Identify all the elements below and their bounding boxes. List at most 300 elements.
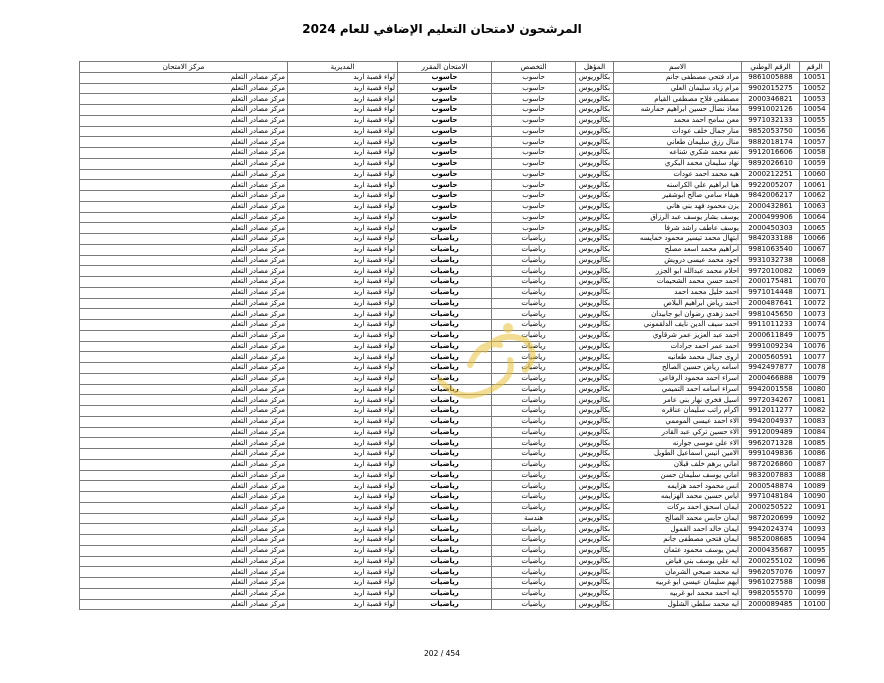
cell-name: ايهم سليمان عيسى ابو غربيه (614, 578, 742, 589)
table-row (80, 373, 830, 384)
cell-name: اسيل فخري نهار بني عامر (614, 395, 742, 406)
cell-name: اسراء احمد محمود الرفاعي (614, 373, 742, 384)
cell-name: احمد حسن محمد الشحيمات (614, 277, 742, 288)
cell-center: مركز مصادر التعلم (80, 191, 288, 202)
cell-directorate: لواء قصبة اربد (288, 158, 398, 169)
cell-num: 10052 (800, 83, 830, 94)
header-specialty: التخصص (492, 62, 576, 73)
cell-exam: رياضيات (398, 535, 492, 546)
cell-directorate: لواء قصبة اربد (288, 416, 398, 427)
cell-center: مركز مصادر التعلم (80, 330, 288, 341)
cell-national-id: 9972034267 (742, 395, 800, 406)
cell-specialty: رياضيات (492, 277, 576, 288)
cell-center: مركز مصادر التعلم (80, 384, 288, 395)
table-row (80, 427, 830, 438)
cell-center: مركز مصادر التعلم (80, 535, 288, 546)
cell-center: مركز مصادر التعلم (80, 234, 288, 245)
cell-qualification: بكالوريوس (576, 373, 614, 384)
cell-specialty: رياضيات (492, 524, 576, 535)
cell-qualification: بكالوريوس (576, 395, 614, 406)
cell-qualification: بكالوريوس (576, 83, 614, 94)
cell-exam: رياضيات (398, 298, 492, 309)
cell-national-id: 2000487641 (742, 298, 800, 309)
cell-name: ايمن يوسف محمود عثمان (614, 545, 742, 556)
cell-num: 10053 (800, 94, 830, 105)
cell-directorate: لواء قصبة اربد (288, 234, 398, 245)
cell-qualification: بكالوريوس (576, 363, 614, 374)
table-row (80, 244, 830, 255)
cell-exam: رياضيات (398, 492, 492, 503)
cell-num: 10076 (800, 341, 830, 352)
cell-national-id: 9911011233 (742, 320, 800, 331)
cell-num: 10068 (800, 255, 830, 266)
cell-national-id: 9872020699 (742, 513, 800, 524)
cell-specialty: رياضيات (492, 363, 576, 374)
cell-name: منار جمال خلف عودات (614, 126, 742, 137)
cell-directorate: لواء قصبة اربد (288, 341, 398, 352)
table-row (80, 492, 830, 503)
cell-national-id: 9861005888 (742, 72, 800, 83)
cell-national-id: 2000255102 (742, 556, 800, 567)
cell-exam: رياضيات (398, 373, 492, 384)
cell-national-id: 9991002126 (742, 105, 800, 116)
cell-national-id: 9991009234 (742, 341, 800, 352)
cell-num: 10098 (800, 578, 830, 589)
table-row (80, 556, 830, 567)
cell-qualification: بكالوريوس (576, 438, 614, 449)
cell-num: 10099 (800, 588, 830, 599)
cell-center: مركز مصادر التعلم (80, 373, 288, 384)
cell-name: ايمان حابس محمد الصالح (614, 513, 742, 524)
cell-num: 10088 (800, 470, 830, 481)
cell-exam: رياضيات (398, 449, 492, 460)
cell-directorate: لواء قصبة اربد (288, 384, 398, 395)
cell-qualification: بكالوريوس (576, 513, 614, 524)
cell-name: ايه علي يوسف بني فياض (614, 556, 742, 567)
cell-name: ابتهال محمد تيسير محمود خمايسه (614, 234, 742, 245)
cell-num: 10073 (800, 309, 830, 320)
cell-num: 10080 (800, 384, 830, 395)
cell-qualification: بكالوريوس (576, 406, 614, 417)
cell-exam: رياضيات (398, 330, 492, 341)
cell-name: ايه محمد صبحي الشرمان (614, 567, 742, 578)
cell-specialty: حاسوب (492, 126, 576, 137)
cell-exam: رياضيات (398, 277, 492, 288)
cell-directorate: لواء قصبة اربد (288, 223, 398, 234)
cell-national-id: 9972010082 (742, 266, 800, 277)
table-row (80, 191, 830, 202)
header-qualification: المؤهل (576, 62, 614, 73)
cell-num: 10078 (800, 363, 830, 374)
cell-specialty: رياضيات (492, 287, 576, 298)
cell-specialty: رياضيات (492, 545, 576, 556)
cell-center: مركز مصادر التعلم (80, 298, 288, 309)
cell-qualification: بكالوريوس (576, 223, 614, 234)
cell-directorate: لواء قصبة اربد (288, 137, 398, 148)
cell-directorate: لواء قصبة اربد (288, 352, 398, 363)
cell-center: مركز مصادر التعلم (80, 599, 288, 610)
cell-num: 10090 (800, 492, 830, 503)
cell-name: الاء احمد عيسى الموممي (614, 416, 742, 427)
cell-center: مركز مصادر التعلم (80, 223, 288, 234)
cell-name: هيفاء سامي صالح ابوشقير (614, 191, 742, 202)
table-row (80, 94, 830, 105)
cell-specialty: رياضيات (492, 320, 576, 331)
cell-qualification: بكالوريوس (576, 599, 614, 610)
cell-exam: حاسوب (398, 223, 492, 234)
table-row (80, 255, 830, 266)
cell-name: منال رزق سليمان طعاني (614, 137, 742, 148)
table-row (80, 481, 830, 492)
cell-center: مركز مصادر التعلم (80, 363, 288, 374)
header-name: الاسم (614, 62, 742, 73)
cell-center: مركز مصادر التعلم (80, 94, 288, 105)
cell-directorate: لواء قصبة اربد (288, 320, 398, 331)
table-row (80, 545, 830, 556)
table-row (80, 266, 830, 277)
cell-qualification: بكالوريوس (576, 449, 614, 460)
cell-name: الاء علي موسى جوارنه (614, 438, 742, 449)
cell-num: 10063 (800, 201, 830, 212)
cell-num: 10097 (800, 567, 830, 578)
cell-national-id: 9931032738 (742, 255, 800, 266)
cell-specialty: رياضيات (492, 599, 576, 610)
cell-national-id: 9961027588 (742, 578, 800, 589)
table-row (80, 72, 830, 83)
cell-exam: حاسوب (398, 105, 492, 116)
cell-name: نغم محمد شكري شناعه (614, 148, 742, 159)
cell-center: مركز مصادر التعلم (80, 201, 288, 212)
table-row (80, 406, 830, 417)
cell-name: احمد رياض ابراهيم البلاص (614, 298, 742, 309)
cell-name: يوسف عاطف راشد شرفا (614, 223, 742, 234)
cell-directorate: لواء قصبة اربد (288, 427, 398, 438)
cell-qualification: بكالوريوس (576, 277, 614, 288)
cell-directorate: لواء قصبة اربد (288, 449, 398, 460)
cell-directorate: لواء قصبة اربد (288, 83, 398, 94)
cell-directorate: لواء قصبة اربد (288, 277, 398, 288)
cell-num: 10059 (800, 158, 830, 169)
cell-center: مركز مصادر التعلم (80, 148, 288, 159)
cell-specialty: حاسوب (492, 148, 576, 159)
cell-num: 10055 (800, 115, 830, 126)
cell-directorate: لواء قصبة اربد (288, 556, 398, 567)
cell-directorate: لواء قصبة اربد (288, 363, 398, 374)
table-row (80, 158, 830, 169)
cell-num: 10091 (800, 502, 830, 513)
cell-qualification: بكالوريوس (576, 94, 614, 105)
cell-directorate: لواء قصبة اربد (288, 255, 398, 266)
cell-specialty: رياضيات (492, 438, 576, 449)
cell-directorate: لواء قصبة اربد (288, 492, 398, 503)
cell-directorate: لواء قصبة اربد (288, 438, 398, 449)
cell-center: مركز مصادر التعلم (80, 341, 288, 352)
cell-name: احمد سيف الدين نايف الدلقموني (614, 320, 742, 331)
cell-exam: رياضيات (398, 513, 492, 524)
cell-qualification: بكالوريوس (576, 556, 614, 567)
cell-national-id: 9981045650 (742, 309, 800, 320)
cell-specialty: حاسوب (492, 158, 576, 169)
cell-name: اماني برهم خلف قبلان (614, 459, 742, 470)
cell-center: مركز مصادر التعلم (80, 524, 288, 535)
cell-exam: حاسوب (398, 115, 492, 126)
table-row (80, 438, 830, 449)
table-row (80, 395, 830, 406)
cell-name: مرام زياد سليمان العلي (614, 83, 742, 94)
candidates-table (79, 61, 830, 610)
table-row (80, 567, 830, 578)
cell-specialty: رياضيات (492, 416, 576, 427)
cell-exam: حاسوب (398, 126, 492, 137)
cell-num: 10067 (800, 244, 830, 255)
table-row (80, 234, 830, 245)
cell-num: 10100 (800, 599, 830, 610)
cell-directorate: لواء قصبة اربد (288, 406, 398, 417)
cell-name: معاذ نضال حسين ابراهيم حمارشه (614, 105, 742, 116)
cell-exam: رياضيات (398, 459, 492, 470)
cell-national-id: 9942024374 (742, 524, 800, 535)
cell-national-id: 9942004937 (742, 416, 800, 427)
cell-specialty: رياضيات (492, 567, 576, 578)
cell-exam: حاسوب (398, 158, 492, 169)
cell-specialty: رياضيات (492, 244, 576, 255)
cell-name: يوسف بشار يوسف عبد الرزاق (614, 212, 742, 223)
cell-exam: رياضيات (398, 341, 492, 352)
table-header-row (80, 62, 830, 73)
cell-name: يزن محمود فهد بني هاني (614, 201, 742, 212)
cell-name: هيا ابراهيم علي الكراسنه (614, 180, 742, 191)
cell-center: مركز مصادر التعلم (80, 105, 288, 116)
table-row (80, 599, 830, 610)
cell-center: مركز مصادر التعلم (80, 427, 288, 438)
cell-exam: حاسوب (398, 137, 492, 148)
cell-national-id: 2000499906 (742, 212, 800, 223)
cell-num: 10070 (800, 277, 830, 288)
cell-specialty: رياضيات (492, 395, 576, 406)
cell-name: اكرام راتب سليمان عناقره (614, 406, 742, 417)
cell-qualification: بكالوريوس (576, 126, 614, 137)
cell-national-id: 9982055570 (742, 588, 800, 599)
cell-specialty: رياضيات (492, 384, 576, 395)
cell-directorate: لواء قصبة اربد (288, 330, 398, 341)
table-row (80, 330, 830, 341)
cell-center: مركز مصادر التعلم (80, 481, 288, 492)
cell-exam: حاسوب (398, 169, 492, 180)
cell-exam: رياضيات (398, 255, 492, 266)
cell-name: هبه محمد احمد عودات (614, 169, 742, 180)
cell-center: مركز مصادر التعلم (80, 545, 288, 556)
page-title: المرشحون لامتحان التعليم الإضافي للعام 2024 (302, 22, 582, 36)
cell-national-id: 9902015275 (742, 83, 800, 94)
cell-specialty: رياضيات (492, 373, 576, 384)
table-row (80, 363, 830, 374)
cell-specialty: رياضيات (492, 492, 576, 503)
cell-qualification: بكالوريوس (576, 105, 614, 116)
table-row (80, 298, 830, 309)
cell-national-id: 9912011277 (742, 406, 800, 417)
table-row (80, 352, 830, 363)
cell-specialty: رياضيات (492, 330, 576, 341)
cell-directorate: لواء قصبة اربد (288, 599, 398, 610)
cell-qualification: بكالوريوس (576, 320, 614, 331)
cell-num: 10089 (800, 481, 830, 492)
cell-directorate: لواء قصبة اربد (288, 212, 398, 223)
cell-qualification: بكالوريوس (576, 255, 614, 266)
cell-directorate: لواء قصبة اربد (288, 588, 398, 599)
cell-national-id: 2000466888 (742, 373, 800, 384)
table-row (80, 459, 830, 470)
table-row (80, 83, 830, 94)
cell-specialty: حاسوب (492, 180, 576, 191)
table-row (80, 470, 830, 481)
cell-qualification: بكالوريوس (576, 545, 614, 556)
table-row (80, 513, 830, 524)
cell-directorate: لواء قصبة اربد (288, 481, 398, 492)
cell-specialty: حاسوب (492, 94, 576, 105)
cell-num: 10066 (800, 234, 830, 245)
cell-exam: رياضيات (398, 502, 492, 513)
cell-center: مركز مصادر التعلم (80, 255, 288, 266)
table-row (80, 524, 830, 535)
cell-center: مركز مصادر التعلم (80, 266, 288, 277)
cell-specialty: رياضيات (492, 578, 576, 589)
cell-name: اياس حسين محمد الهزايمه (614, 492, 742, 503)
cell-exam: رياضيات (398, 481, 492, 492)
cell-exam: حاسوب (398, 212, 492, 223)
cell-qualification: بكالوريوس (576, 234, 614, 245)
cell-directorate: لواء قصبة اربد (288, 287, 398, 298)
page-number: 202 / 454 (424, 649, 460, 658)
cell-national-id: 9971014448 (742, 287, 800, 298)
cell-national-id: 9872026860 (742, 459, 800, 470)
cell-specialty: هندسة (492, 513, 576, 524)
cell-center: مركز مصادر التعلم (80, 320, 288, 331)
cell-directorate: لواء قصبة اربد (288, 191, 398, 202)
cell-national-id: 9842033188 (742, 234, 800, 245)
cell-specialty: رياضيات (492, 459, 576, 470)
cell-national-id: 9962071328 (742, 438, 800, 449)
cell-qualification: بكالوريوس (576, 244, 614, 255)
cell-qualification: بكالوريوس (576, 416, 614, 427)
cell-qualification: بكالوريوس (576, 341, 614, 352)
cell-qualification: بكالوريوس (576, 148, 614, 159)
cell-qualification: بكالوريوس (576, 492, 614, 503)
cell-directorate: لواء قصبة اربد (288, 395, 398, 406)
cell-name: معن سامح احمد محمد (614, 115, 742, 126)
cell-center: مركز مصادر التعلم (80, 406, 288, 417)
table-row (80, 180, 830, 191)
cell-center: مركز مصادر التعلم (80, 72, 288, 83)
cell-num: 10065 (800, 223, 830, 234)
table-row (80, 223, 830, 234)
cell-num: 10087 (800, 459, 830, 470)
header-directorate: المديرية (288, 62, 398, 73)
cell-national-id: 2000548874 (742, 481, 800, 492)
table-row (80, 201, 830, 212)
cell-specialty: رياضيات (492, 352, 576, 363)
cell-num: 10051 (800, 72, 830, 83)
cell-center: مركز مصادر التعلم (80, 438, 288, 449)
cell-center: مركز مصادر التعلم (80, 158, 288, 169)
cell-specialty: رياضيات (492, 309, 576, 320)
cell-directorate: لواء قصبة اربد (288, 567, 398, 578)
cell-num: 10085 (800, 438, 830, 449)
cell-national-id: 2000175481 (742, 277, 800, 288)
cell-exam: رياضيات (398, 363, 492, 374)
cell-directorate: لواء قصبة اربد (288, 298, 398, 309)
cell-national-id: 2000450303 (742, 223, 800, 234)
cell-name: ابراهيم محمد اسعد مصلح (614, 244, 742, 255)
cell-national-id: 9912016606 (742, 148, 800, 159)
cell-qualification: بكالوريوس (576, 72, 614, 83)
cell-qualification: بكالوريوس (576, 470, 614, 481)
cell-qualification: بكالوريوس (576, 191, 614, 202)
cell-name: اروى جمال محمد طعانيه (614, 352, 742, 363)
cell-national-id: 2000212251 (742, 169, 800, 180)
cell-directorate: لواء قصبة اربد (288, 201, 398, 212)
cell-qualification: بكالوريوس (576, 578, 614, 589)
cell-specialty: حاسوب (492, 191, 576, 202)
table-row (80, 126, 830, 137)
cell-qualification: بكالوريوس (576, 201, 614, 212)
table-row (80, 148, 830, 159)
cell-directorate: لواء قصبة اربد (288, 72, 398, 83)
cell-name: ايه احمد محمد ابو غربيه (614, 588, 742, 599)
cell-name: احمد عبد العزيز عمر شرقاوي (614, 330, 742, 341)
cell-num: 10071 (800, 287, 830, 298)
cell-exam: رياضيات (398, 599, 492, 610)
cell-exam: رياضيات (398, 470, 492, 481)
table-row (80, 115, 830, 126)
table-row (80, 277, 830, 288)
cell-specialty: حاسوب (492, 201, 576, 212)
cell-exam: رياضيات (398, 309, 492, 320)
cell-directorate: لواء قصبة اربد (288, 470, 398, 481)
cell-national-id: 2000611849 (742, 330, 800, 341)
table-row (80, 578, 830, 589)
cell-num: 10096 (800, 556, 830, 567)
cell-num: 10072 (800, 298, 830, 309)
cell-num: 10094 (800, 535, 830, 546)
cell-specialty: حاسوب (492, 105, 576, 116)
table-row (80, 169, 830, 180)
cell-national-id: 9971032133 (742, 115, 800, 126)
cell-exam: رياضيات (398, 567, 492, 578)
cell-num: 10064 (800, 212, 830, 223)
header-num: الرقم (800, 62, 830, 73)
cell-center: مركز مصادر التعلم (80, 449, 288, 460)
cell-center: مركز مصادر التعلم (80, 588, 288, 599)
cell-directorate: لواء قصبة اربد (288, 105, 398, 116)
cell-specialty: رياضيات (492, 406, 576, 417)
cell-center: مركز مصادر التعلم (80, 352, 288, 363)
cell-num: 10061 (800, 180, 830, 191)
cell-exam: رياضيات (398, 406, 492, 417)
cell-exam: رياضيات (398, 395, 492, 406)
cell-name: مراد فتحي مصطفى جانم (614, 72, 742, 83)
cell-name: الاء حسين تركي عبد القادر (614, 427, 742, 438)
cell-national-id: 9852008685 (742, 535, 800, 546)
cell-qualification: بكالوريوس (576, 481, 614, 492)
table-row (80, 105, 830, 116)
cell-center: مركز مصادر التعلم (80, 180, 288, 191)
cell-national-id: 2000560591 (742, 352, 800, 363)
cell-specialty: حاسوب (492, 115, 576, 126)
cell-directorate: لواء قصبة اربد (288, 535, 398, 546)
cell-center: مركز مصادر التعلم (80, 126, 288, 137)
cell-num: 10093 (800, 524, 830, 535)
cell-specialty: حاسوب (492, 169, 576, 180)
